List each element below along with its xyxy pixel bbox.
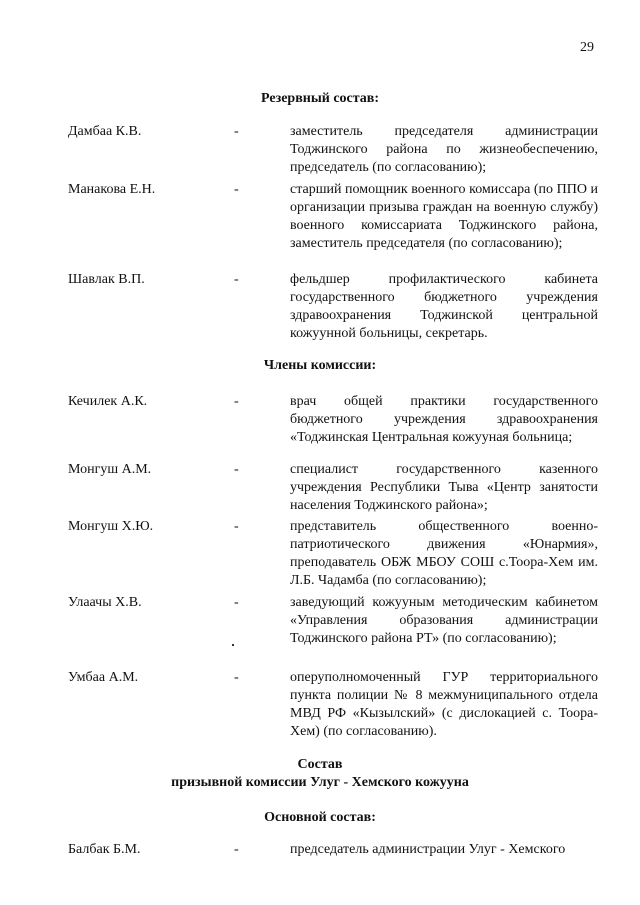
member-role: оперуполномоченный ГУР территориального пункта полиции № 8 межмуниципального отдела МВД РФ «Кызылский» (с дислокацией с. Тоора-Хем) (по согласованию). <box>290 670 598 739</box>
member-name: Манакова Е.Н. <box>68 182 156 197</box>
dash: - <box>234 519 239 534</box>
dash: - <box>234 842 239 857</box>
member-role: заведующий кожууным методическим кабинетом «Управления образования администрации Тоджинского района РТ» (по согласованию); <box>290 595 598 646</box>
member-name: Дамбаа К.В. <box>68 124 142 139</box>
member-role: старший помощник военного комиссара (по ППО и организации призыва граждан на военную службу) военного комиссариата Тоджинского района, заместитель председателя (по согласованию); <box>290 182 598 251</box>
member-role: врач общей практики государственного бюджетного учреждения здравоохранения «Тоджинская Центральная кожууная больница; <box>290 394 598 445</box>
page-number: 29 <box>580 40 594 55</box>
reserve-title: Резервный состав: <box>260 91 380 106</box>
composition-subtitle: призывной комиссии Улуг - Хемского кожууна <box>171 775 469 790</box>
member-name: Балбак Б.М. <box>68 842 141 857</box>
dash: - <box>234 182 239 197</box>
dash: - <box>234 394 239 409</box>
dash: - <box>234 462 239 477</box>
dash: - <box>234 124 239 139</box>
member-name: Монгуш А.М. <box>68 462 152 477</box>
composition-title: Состав <box>297 757 343 772</box>
main-title: Основной состав: <box>264 810 376 825</box>
member-name: Шавлак В.П. <box>68 272 145 287</box>
dash: - <box>234 272 239 287</box>
member-role: специалист государственного казенного учреждения Республики Тыва «Центр занятости населения Тоджинского района»; <box>290 462 598 513</box>
member-name: Умбаа А.М. <box>68 670 139 685</box>
member-name: Кечилек А.К. <box>68 394 148 409</box>
scan-speck <box>232 644 234 646</box>
member-role: фельдшер профилактического кабинета государственного бюджетного учреждения здравоохранения Тоджинской центральной кожуунной больницы, секретарь. <box>290 272 598 341</box>
members-title: Члены комиссии: <box>263 358 377 373</box>
member-role: заместитель председателя администрации Тоджинского района по жизнеобеспечению, председатель (по согласованию); <box>290 124 598 175</box>
dash: - <box>234 670 239 685</box>
member-role: представитель общественного военно-патриотического движения «Юнармия», преподаватель ОБЖ МБОУ СОШ с.Тоора-Хем им. Л.Б. Чадамба (по согласованию); <box>290 519 598 588</box>
member-name: Улаачы Х.В. <box>68 595 142 610</box>
member-role: председатель администрации Улуг - Хемского <box>290 842 566 857</box>
member-name: Монгуш Х.Ю. <box>68 519 154 534</box>
dash: - <box>234 595 239 610</box>
